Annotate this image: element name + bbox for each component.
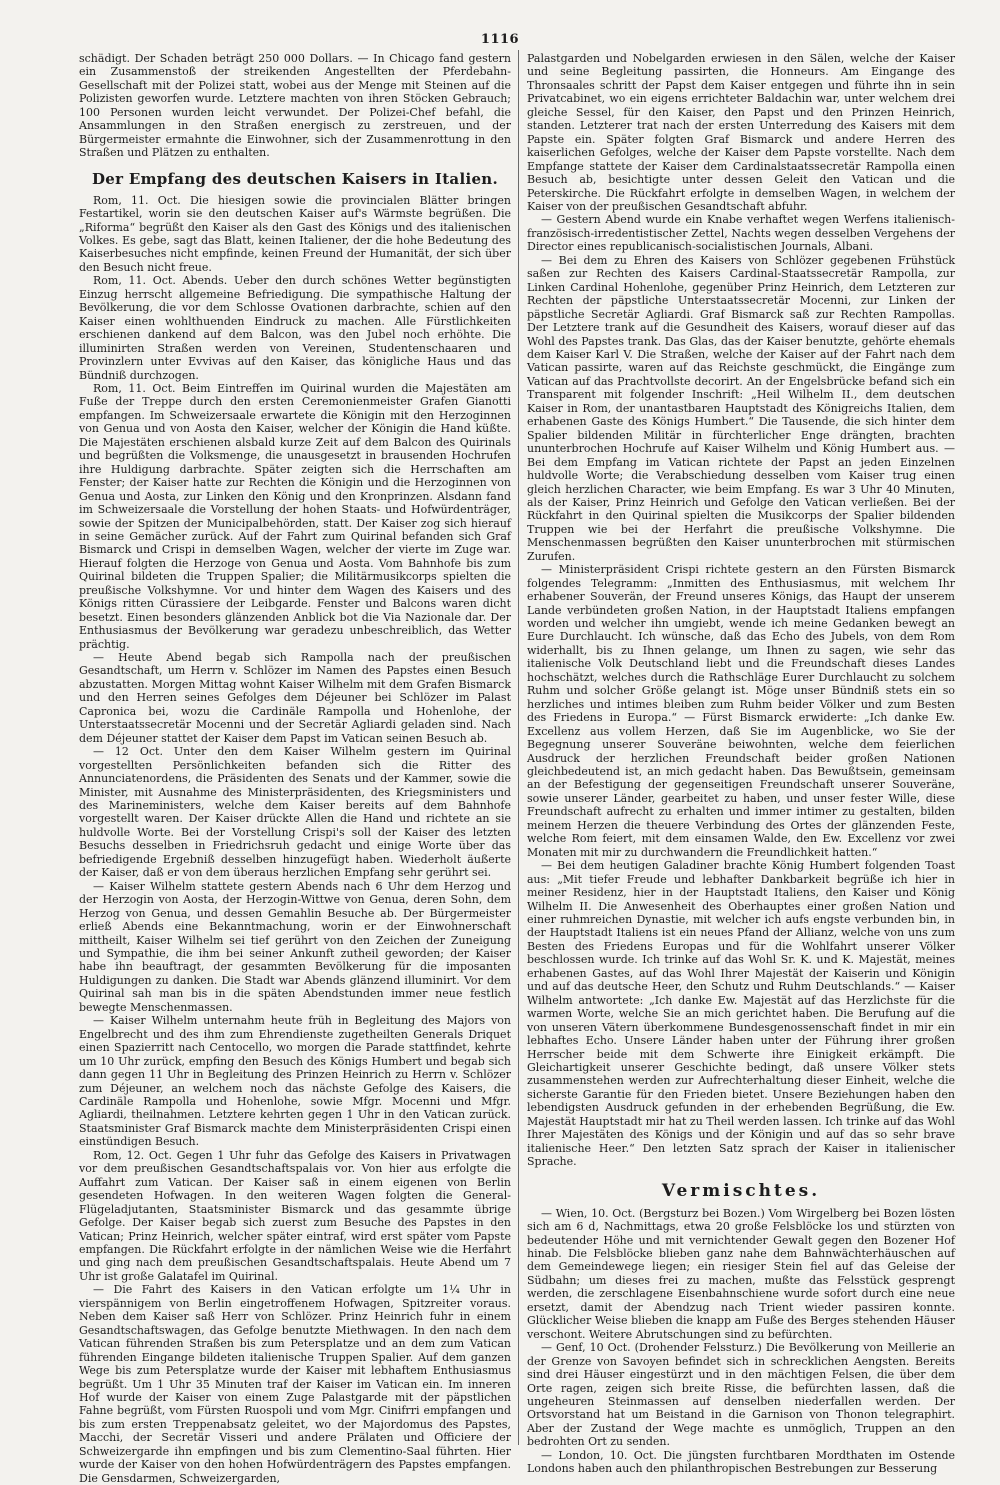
article-paragraph: — Bei dem zu Ehren des Kaisers von Schlözer gegebenen Frühstück saßen zur Rechten des Kaisers Cardinal-Staatssecretär Rampolla, zur Linken Cardinal Hohenlohe, gegenüber Prinz Heinrich, dem Letzteren zur Rechten der päpstliche Unterstaatssecretär Mocenni, zur Linken der päpstliche Secretär Agliardi. Graf Bismarck saß zur Rechten Rampollas. Der Letztere trank auf die Gesundheit des Kaisers, worauf dieser auf das Wohl des Papstes trank. Das Glas, das der Kaiser benutzte, gehörte ehemals dem Kaiser Karl V. Die Straßen, welche der Kaiser auf der Fahrt nach dem Vatican passirte, waren auf das Reichste geschmückt, die Eingänge zum Vatican auf das Prachtvollste decorirt. An der Engelsbrücke befand sich ein Transparent mit folgender Inschrift: „Heil Wilhelm II., dem deutschen Kaiser in Rom, der unantastbaren Hauptstadt des Königreichs Italien, dem erhabenen Gaste des Königs Humbert.“ Die Tausende, die sich hinter dem Spalier bildenden Militär in fürchterlicher Enge drängten, brachten ununterbrochen Hochrufe auf Kaiser Wilhelm und König Humbert aus. — Bei dem Empfang im Vatican richtete der Papst an jeden Einzelnen huldvolle Worte; die Verabschiedung desselben vom Kaiser trug einen gleich herzlichen Character, wie beim Empfang. Es war 3 Uhr 40 Minuten, als der Kaiser, Prinz Heinrich und Gefolge den Vatican verließen. Bei der Rückfahrt in den Quirinal spielten die Musikcorps der Spalier bildenden Truppen wie bei der Herfahrt die preußische Volkshymne. Die Menschenmassen begrüßten den Kaiser ununterbrochen mit stürmischen Zurufen. [527, 253, 955, 563]
column-divider [518, 50, 519, 1445]
article-paragraph: — Kaiser Wilhelm unternahm heute früh in Begleitung des Majors von Engelbrecht und des ihm zum Ehrendienste zugetheilten Generals Driquet einen Spazierritt nach Centocello, wo morgen die Parade stattfindet, kehrte um 10 Uhr zurück, empfing den Besuch des Königs Humbert und begab sich dann gegen 11 Uhr in Begleitung des Prinzen Heinrich zu Herrn v. Schlözer zum Déjeuner, an welchem noch das nächste Gefolge des Kaisers, die Cardinäle Rampolla und Hohenlohe, sowie Mfgr. Mocenni und Mfgr. Agliardi, theilnahmen. Letztere kehrten gegen 1 Uhr in den Vatican zurück. Staatsminister Graf Bismarck machte dem Ministerpräsidenten Crispi einen einstündigen Besuch. [79, 1014, 511, 1149]
article-paragraph: — Ministerpräsident Crispi richtete gestern an den Fürsten Bismarck folgendes Telegramm: „Inmitten des Enthusiasmus, mit welchem Ihr erhabener Souverän, der Freund unseres Königs, das Haupt der unserem Lande verbündeten großen Nation, in der Hauptstadt Italiens empfangen worden und welcher ihn umgiebt, wende ich meine Gedanken bewegt an Eure Durchlaucht. Ich wünsche, daß das Echo des Jubels, von dem Rom widerhallt, bis zu Ihnen gelange, um Ihnen zu sagen, wie sehr das italienische Volk Deutschland liebt und die Freundschaft dieses Landes hochschätzt, welches durch die Rathschläge Eurer Durchlaucht zu solchem Ruhm und solcher Größe gelangt ist. Möge unser Bündniß stets ein so herzliches und intimes bleiben zum Ruhm beider Völker und zum Besten des Friedens in Europa.“ — Fürst Bismarck erwiderte: „Ich danke Ew. Excellenz aus vollem Herzen, daß Sie im Augenblicke, wo Sie der Begegnung unserer Souveräne beiwohnten, welche dem feierlichen Ausdruck der herzlichen Freundschaft beider großen Nationen gleichbedeutend ist, an mich gedacht haben. Das Bewußtsein, gemeinsam an der Befestigung der gegenseitigen Freundschaft unserer Souveräne, sowie unserer Länder, gearbeitet zu haben, und unser fester Wille, diese Freundschaft aufrecht zu erhalten und immer intimer zu gestalten, bilden meinem Herzen die theuere Verbindung des Ortes der glänzenden Feste, welche Rom feiert, mit dem einsamen Walde, den Ew. Excellenz vor zwei Monaten mit mir zu durchwandern die Freundlichkeit hatten.“ [527, 563, 955, 859]
article-paragraph: Palastgarden und Nobelgarden erwiesen in den Sälen, welche der Kaiser und seine Begleitung passirten, die Honneurs. Am Eingange des Thronsaales schritt der Papst dem Kaiser entgegen und führte ihn in sein Privatcabinet, wo ein eigens errichteter Baldachin war, unter welchem drei gleiche Sessel, für den Kaiser, den Papst und den Prinzen Heinrich, standen. Letzterer trat nach der ersten Unterredung des Kaisers mit dem Papste ein. Später folgten Graf Bismarck und andere Herren des kaiserlichen Gefolges, welche der Kaiser dem Papste vorstellte. Nach dem Empfange stattete der Kaiser dem Cardinalstaatssecretär Rampolla einen Besuch ab, besichtigte unter dessen Geleit den Vatican und die Peterskirche. Die Rückfahrt erfolgte in demselben Wagen, in welchem der Kaiser von der preußischen Gesandtschaft abfuhr. [527, 52, 955, 213]
article-paragraph: — Kaiser Wilhelm stattete gestern Abends nach 6 Uhr dem Herzog und der Herzogin von Aosta, der Herzogin-Wittwe von Genua, deren Sohn, dem Herzog von Genua, und dessen Gemahlin Besuche ab. Der Bürgermeister erließ Abends eine Bekanntmachung, worin er der Einwohnerschaft mittheilt, Kaiser Wilhelm sei tief gerührt von den Zeichen der Zuneigung und Sympathie, die ihm bei seiner Ankunft zutheil geworden; der Kaiser habe ihn beauftragt, der gesammten Bevölkerung für die imposanten Huldigungen zu danken. Die Stadt war Abends glänzend illuminirt. Vor dem Quirinal sah man bis in die späten Abendstunden immer neue festlich bewegte Menschenmassen. [79, 879, 511, 1014]
page-number: 1116 [480, 32, 520, 47]
article-paragraph: Rom, 11. Oct. Abends. Ueber den durch schönes Wetter begünstigten Einzug herrscht allgemeine Befriedigung. Die sympathische Haltung der Bevölkerung, die vor dem Schlosse Ovationen darbrachte, schien auf den Kaiser einen wohlthuenden Eindruck zu machen. Alle Fürstlichkeiten erschienen dankend auf dem Balcon, was den Jubel noch erhöhte. Die illuminirten Straßen werden von Vereinen, Studentenschaaren und Provinzlern unter Evvivas auf den Kaiser, das königliche Haus und das Bündniß durchzogen. [79, 274, 511, 382]
misc-paragraph: — London, 10. Oct. Die jüngsten furchtbaren Mordthaten im Ostende Londons haben auch den philanthropischen Bestrebungen zur Besserung [527, 1448, 955, 1476]
article-headline: Der Empfang des deutschen Kaisers in Italien. [91, 169, 499, 188]
article-paragraph: — Die Fahrt des Kaisers in den Vatican erfolgte um 1¼ Uhr in vierspännigem von Berlin eingetroffenem Hofwagen, Spitzreiter voraus. Neben dem Kaiser saß Herr von Schlözer. Prinz Heinrich fuhr in einem Gesandtschaftswagen, das Gefolge benutzte Miethwagen. In den nach dem Vatican führenden Straßen bis zum Petersplatze und an dem zum Vatican führenden Eingange bildeten italienische Truppen Spalier. Auf dem ganzen Wege bis zum Petersplatze wurde der Kaiser mit lebhaftem Enthusiasmus begrüßt. Um 1 Uhr 35 Minuten traf der Kaiser im Vatican ein. Im inneren Hof wurde der Kaiser von einem Zuge Palastgarde mit der päpstlichen Fahne begrüßt, vom Fürsten Ruospoli und vom Mgr. Cinifrri empfangen und bis zum ersten Treppenabsatz geleitet, wo der Majordomus des Papstes, Macchi, der Secretär Visseri und andere Prälaten und Officiere der Schweizergarde ihn empfingen und bis zum Clementino-Saal führten. Hier wurde der Kaiser von den hohen Hofwürdenträgern des Papstes empfangen. Die Gensdarmen, Schweizergarden, [79, 1283, 511, 1485]
misc-paragraph: — Genf, 10 Oct. (Drohender Felssturz.) Die Bevölkerung von Meillerie an der Grenze von Savoyen befindet sich in schrecklichen Aengsten. Bereits sind drei Häuser eingestürzt und in den mächtigen Felsen, die über dem Orte ragen, zeigen sich breite Risse, die befürchten lassen, daß die ungeheuren Steinmassen auf denselben niederfallen werden. Der Ortsvorstand hat um Beistand in die Garnison von Thonon telegraphirt. Aber der Zustand der Wege machte es unmöglich, Truppen an den bedrohten Ort zu senden. [527, 1341, 955, 1449]
article-paragraph: — Heute Abend begab sich Rampolla nach der preußischen Gesandtschaft, um Herrn v. Schlözer im Namen des Papstes einen Besuch abzustatten. Morgen Mittag wohnt Kaiser Wilhelm mit dem Grafen Bismarck und den Herren seines Gefolges dem Déjeuner bei Schlözer im Palast Capronica bei, wozu die Cardinäle Rampolla und Hohenlohe, der Unterstaatssecretär Mocenni und der Secretär Agliardi geladen sind. Nach dem Déjeuner stattet der Kaiser dem Papst im Vatican seinen Besuch ab. [79, 651, 511, 745]
article-paragraph: — 12 Oct. Unter den dem Kaiser Wilhelm gestern im Quirinal vorgestellten Persönlichkeiten befanden sich die Ritter des Annunciatenordens, die Präsidenten des Senats und der Kammer, sowie die Minister, mit Ausnahme des Ministerpräsidenten, des Kriegsministers und des Marineministers, welche dem Kaiser bereits auf dem Bahnhofe vorgestellt waren. Der Kaiser drückte Allen die Hand und richtete an sie huldvolle Worte. Bei der Vorstellung Crispi's soll der Kaiser des letzten Besuchs desselben in Friedrichsruh gedacht und einige Worte über das befriedigende Ergebniß desselben hinzugefügt haben. Wiederholt äußerte der Kaiser, daß er von dem überaus herzlichen Empfang sehr gerührt sei. [79, 745, 511, 880]
article-paragraph: Rom, 12. Oct. Gegen 1 Uhr fuhr das Gefolge des Kaisers in Privatwagen vor dem preußischen Gesandtschaftspalais vor. Von hier aus erfolgte die Auffahrt zum Vatican. Der Kaiser saß in einem eigenen von Berlin gesendeten Hofwagen. In den weiteren Wagen folgten die General-Flügeladjutanten, Staatsminister Bismarck und das gesammte übrige Gefolge. Der Kaiser begab sich zuerst zum Besuche des Papstes in den Vatican; Prinz Heinrich, welcher später eintraf, wird erst später vom Papste empfangen. Die Rückfahrt erfolgte in der nämlichen Weise wie die Herfahrt und ging nach dem preußischen Gesandtschaftspalais. Heute Abend um 7 Uhr ist große Galatafel im Quirinal. [79, 1148, 511, 1283]
article-paragraph: Rom, 11. Oct. Beim Eintreffen im Quirinal wurden die Majestäten am Fuße der Treppe durch den ersten Ceremonienmeister Grafen Gianotti empfangen. Im Schweizersaale erwartete die Königin mit den Herzoginnen von Genua und von Aosta den Kaiser, welcher der Königin die Hand küßte. Die Majestäten erschienen alsbald kurze Zeit auf dem Balcon des Quirinals und begrüßten die Volksmenge, die unausgesetzt in brausenden Hochrufen ihre Huldigung darbrachte. Später zeigten sich die Herrschaften am Fenster; der Kaiser hatte zur Rechten die Königin und die Herzoginnen von Genua und Aosta, zur Linken den König und den Kronprinzen. Alsdann fand im Schweizersaale die Vorstellung der hohen Staats- und Hofwürdenträger, sowie der Spitzen der Municipalbehörden, statt. Der Kaiser zog sich hierauf in seine Gemächer zurück. Auf der Fahrt zum Quirinal befanden sich Graf Bismarck und Crispi in demselben Wagen, welcher der vierte im Zuge war. Hierauf folgten die Herzoge von Genua und Aosta. Vom Bahnhofe bis zum Quirinal bildeten die Truppen Spalier; die Militärmusikcorps spielten die preußische Volkshymne. Vor und hinter dem Wagen des Kaisers und des Königs ritten Cürassiere der Leibgarde. Fenster und Balcons waren dicht besetzt. Einen besonders glänzenden Anblick bot die Via Nazionale dar. Der Enthusiasmus der Bevölkerung war geradezu unbeschreiblich, das Wetter prächtig. [79, 381, 511, 651]
article-paragraph: Rom, 11. Oct. Die hiesigen sowie die provincialen Blätter bringen Festartikel, worin sie den deutschen Kaiser auf's Wärmste begrüßen. Die „Riforma“ begrüßt den Kaiser als den Gast des Königs und des italienischen Volkes. Es gebe, sagt das Blatt, keinen Italiener, der die hohe Bedeutung des Kaiserbesuches nicht empfinde, keinen Freund der Humanität, der sich über den Besuch nicht freue. [79, 193, 511, 274]
article-paragraph: — Gestern Abend wurde ein Knabe verhaftet wegen Werfens italienisch-französisch-irredentistischer Zettel, Nachts wegen desselben Vergehens der Director eines republicanisch-socialistischen Journals, Albani. [527, 213, 955, 254]
intro-paragraph: schädigt. Der Schaden beträgt 250 000 Dollars. — In Chicago fand gestern ein Zusammenstoß der streikenden Angestellten der Pferdebahn-Gesellschaft mit der Polizei statt, wobei aus der Menge mit Steinen auf die Polizisten geworfen wurde. Letztere machten von ihren Stöcken Gebrauch; 100 Personen wurden leicht verwundet. Der Polizei-Chef befahl, die Ansammlungen in den Straßen energisch zu zerstreuen, und der Bürgermeister ermahnte die Einwohner, sich der Zusammenrottung in den Straßen und Plätzen zu enthalten. [79, 52, 511, 160]
section-heading: Vermischtes. [661, 1180, 821, 1201]
misc-paragraph: — Wien, 10. Oct. (Bergsturz bei Bozen.) Vom Wirgelberg bei Bozen lösten sich am 6 d, Nachmittags, etwa 20 große Felsblöcke los und stürzten von bedeutender Höhe und mit vernichtender Gewalt gegen den Bozener Hof hinab. Die Felsblöcke blieben ganz nahe dem Bahnwächterhäuschen auf dem Gemeindewege liegen; ein riesiger Stein fiel auf das Geleise der Südbahn; um dieses frei zu machen, mußte das Felsstück gesprengt werden, die zerschlagene Eisenbahnschiene wurde sofort durch eine neue ersetzt, damit der Abendzug nach Trient wieder passiren konnte. Glücklicher Weise blieben die knapp am Fuße des Berges stehenden Häuser verschont. Weitere Abrutschungen sind zu befürchten. [527, 1206, 955, 1341]
right-column [527, 52, 955, 1476]
article-paragraph: — Bei dem heutigen Galadiner brachte König Humbert folgenden Toast aus: „Mit tiefer Freude und lebhafter Dankbarkeit begrüße ich hier in meiner Residenz, hier in der Hauptstadt Italiens, den Kaiser und König Wilhelm II. Die Anwesenheit des Oberhauptes einer großen Nation und einer ruhmreichen Dynastie, mit welcher ich aufs engste verbunden bin, in der Hauptstadt Italiens ist ein neues Pfand der Allianz, welche von uns zum Besten des Friedens Europas und für die Wohlfahrt unserer Völker beschlossen wurde. Ich trinke auf das Wohl Sr. K. und K. Majestät, meines erhabenen Gastes, auf das Wohl Ihrer Majestät der Kaiserin und Königin und auf das deutsche Heer, den Schutz und Ruhm Deutschlands.“ — Kaiser Wilhelm antwortete: „Ich danke Ew. Majestät auf das Herzlichste für die warmen Worte, welche Sie an mich gerichtet haben. Die Berufung auf die von unseren Vätern überkommene Bundesgenossenschaft findet in mir ein lebhaftes Echo. Unsere Länder haben unter der Führung ihrer großen Herrscher beide mit dem Schwerte ihre Einigkeit erkämpft. Die Gleichartigkeit unserer Geschichte bedingt, daß unsere Völker stets zusammenstehen werden zur Aufrechterhaltung dieser Einheit, welche die sicherste Garantie für den Frieden bietet. Unsere Beziehungen haben den lebendigsten Ausdruck gefunden in der erhebenden Begrüßung, die Ew. Majestät Hauptstadt mir hat zu Theil werden lassen. Ich trinke auf das Wohl Ihrer Majestäten des Königs und der Königin und auf das so sehr brave italienische Heer.“ Den letzten Satz sprach der Kaiser in italienischer Sprache. [527, 859, 955, 1169]
left-column [79, 52, 511, 1485]
